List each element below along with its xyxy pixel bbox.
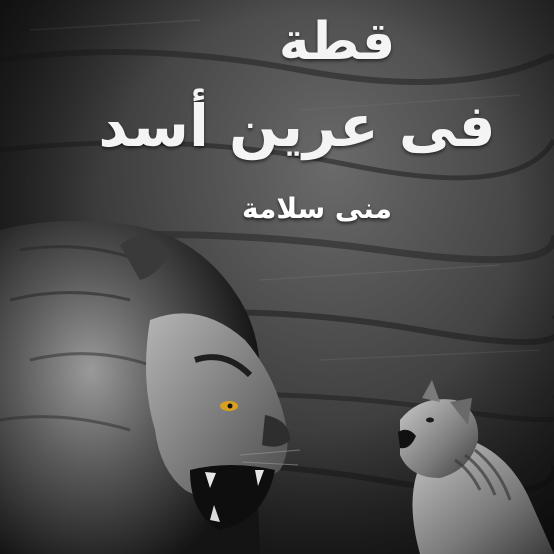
book-title-line-2: فى عرين أسد: [98, 92, 496, 160]
cat-illustration: [398, 380, 554, 554]
book-title-line-1: قطة: [278, 12, 396, 72]
author-name: منى سلامة: [242, 192, 392, 225]
lion-illustration: [0, 221, 300, 554]
